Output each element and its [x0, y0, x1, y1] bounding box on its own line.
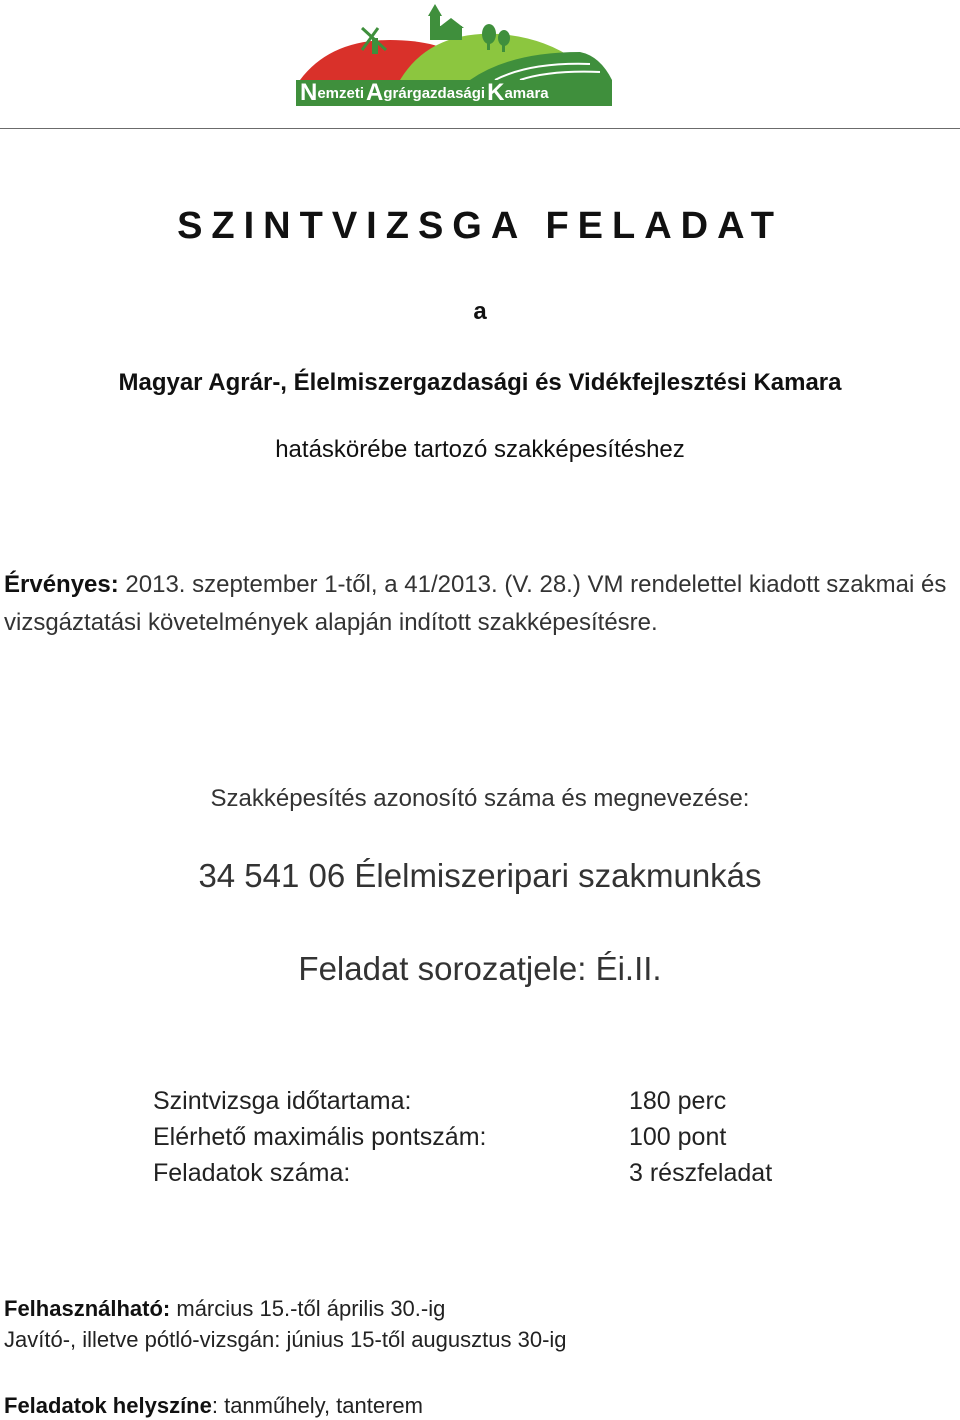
scope-text: hatáskörébe tartozó szakképesítéshez — [275, 436, 685, 463]
place-value: : tanműhely, tanterem — [211, 1393, 423, 1418]
usable-label: Felhasználható: — [4, 1296, 171, 1321]
max-points-label: Elérhető maximális pontszám: — [153, 1123, 487, 1151]
logo-initial-n: N — [300, 79, 318, 106]
retake-period: Javító-, illetve pótló-vizsgán: június 15-től augusztus 30-ig — [4, 1327, 567, 1352]
duration-label: Szintvizsga időtartama: — [153, 1087, 412, 1115]
church-icon — [428, 4, 464, 40]
max-points-value: 100 pont — [629, 1123, 727, 1151]
header-divider — [0, 128, 960, 129]
logo-initial-a: A — [366, 79, 384, 106]
task-count-label: Feladatok száma: — [153, 1159, 351, 1187]
duration-value: 180 perc — [629, 1087, 727, 1115]
logo-initial-k: K — [487, 79, 505, 106]
logo-wordmark — [296, 80, 612, 106]
validity-text: 2013. szeptember 1-től, a 41/2013. (V. 28.) VM rendelettel kiadott szakmai és vizsgáztatási követelmények alapján indított szakképesítésre. — [4, 571, 947, 636]
task-location — [4, 1393, 423, 1419]
chamber-name: Magyar Agrár-, Élelmiszergazdasági és Vidékfejlesztési Kamara — [118, 369, 842, 396]
validity-paragraph — [4, 566, 954, 642]
usable-period — [4, 1296, 445, 1322]
logo-word-nemzeti: emzeti — [317, 84, 365, 102]
task-series: Feladat sorozatjele: Éi.II. — [298, 950, 662, 987]
connector-text: a — [473, 298, 487, 325]
usable-value: március 15.-től április 30.-ig — [170, 1296, 446, 1321]
qualification-name: 34 541 06 Élelmiszeripari szakmunkás — [198, 857, 762, 894]
place-label: Feladatok helyszíne — [4, 1393, 212, 1418]
task-count-value: 3 részfeladat — [629, 1159, 773, 1187]
logo-word-agrar: grárgazdasági — [383, 84, 486, 102]
qualification-label: Szakképesítés azonosító száma és megnevezése: — [210, 785, 750, 812]
logo-word-kamara: amara — [504, 84, 549, 102]
validity-label: Érvényes: — [4, 571, 119, 598]
document-title: SZINTVIZSGA FELADAT — [177, 205, 783, 247]
